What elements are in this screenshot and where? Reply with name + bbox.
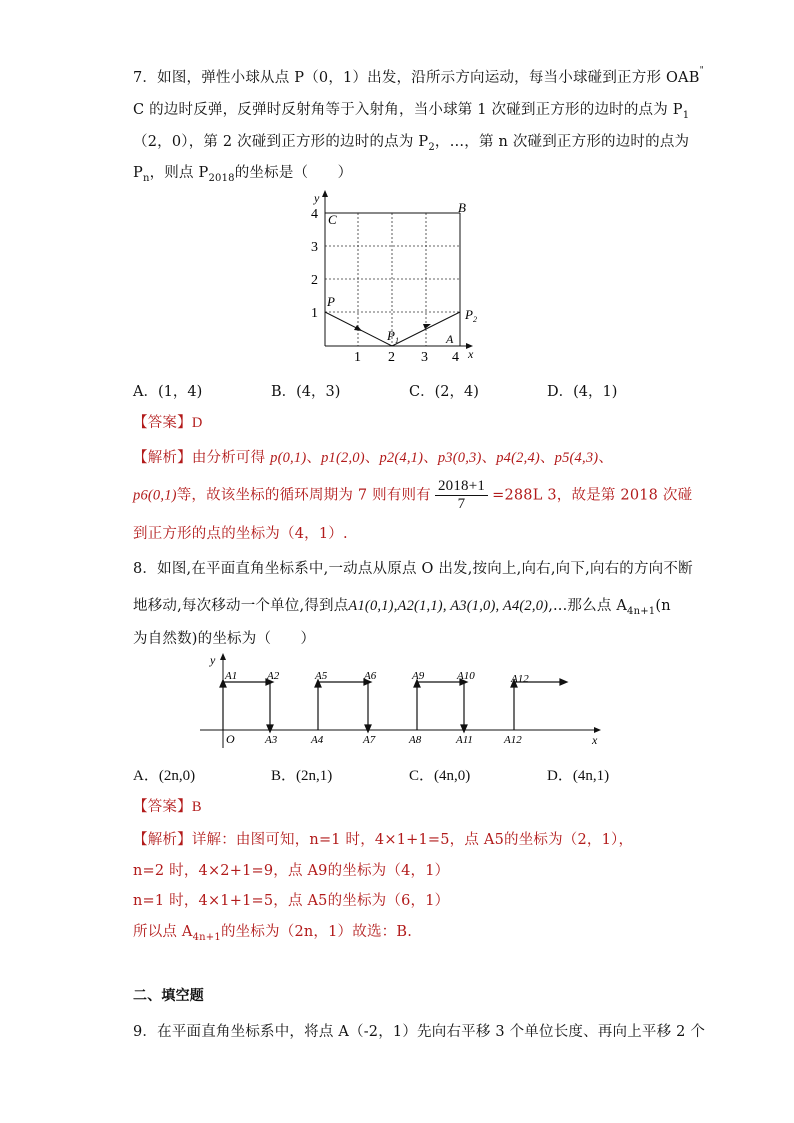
q8-option-b: B．(2n,1) <box>271 768 333 784</box>
q8-label-a11: A11 <box>456 734 473 746</box>
q7-ytick-4: 4 <box>311 207 318 222</box>
q8-axis-x: x <box>592 733 598 747</box>
q7-xtick-3: 3 <box>421 350 428 363</box>
q7-point-p5: p5(4,3) <box>554 450 599 466</box>
q8-label-a12-top: A12 <box>511 673 529 685</box>
q8-label-a4: A4 <box>311 734 324 746</box>
q8-label-a10: A10 <box>457 670 475 682</box>
q7-ytick-2: 2 <box>311 273 318 288</box>
q7-ytick-3: 3 <box>311 240 318 255</box>
q8-option-d: D．(4n,1) <box>547 768 610 784</box>
q7-figure <box>300 188 500 363</box>
q8-label-a3: A3 <box>265 734 278 746</box>
q7-fraction: $\frac{2018+1}{7}$ <box>435 478 488 513</box>
q7-line1: 7．如图，弹性小球从点 P（0，1）出发，沿所示方向运动，每当小球碰到正方形 OAB" <box>133 66 704 86</box>
q7-axis-y: y <box>314 191 320 205</box>
q7-xtick-4: 4 <box>452 350 459 363</box>
q8-label-a1: A1 <box>225 670 238 682</box>
q8-origin: O <box>226 732 235 746</box>
q8-option-a: A．(2n,0) <box>133 768 196 784</box>
q7-xtick-2: 2 <box>388 350 395 363</box>
q8-path <box>220 679 567 732</box>
q7-option-b: B．(4，3) <box>271 384 341 400</box>
q7-point-p4: p4(2,4) <box>496 450 540 466</box>
q7-answer: 【答案】D <box>133 415 203 431</box>
q8-option-c: C．(4n,0) <box>409 768 471 784</box>
q8-line1: 8．如图,在平面直角坐标系中,一动点从原点 O 出发,按向上,向右,向下,向右的方向不断 <box>133 561 693 577</box>
q7-label-B: B <box>458 200 466 215</box>
q7-point-p1: p1(2,0) <box>321 450 365 466</box>
q8-label-a12: A12 <box>504 734 522 746</box>
q7-point-p3: p3(0,3) <box>437 450 482 466</box>
q8-analysis-line4: 所以点 $A_{4n+1}$的坐标为（2n，1）故选：B. <box>133 924 413 943</box>
q8-line2: 地移动,每次移动一个单位,得到点A1(0,1),A2(1,1), A3(1,0), A4(2,0),...那么点 $A_{4n+1}(n$ <box>133 598 671 617</box>
q7-point-p: p(0,1) <box>270 450 307 466</box>
q7-label-P1: $P_1$ <box>387 328 399 345</box>
q7-line3: （2，0），第 2 次碰到正方形的边时的点为 $P_2$，…，第 n 次碰到正方形的边时的点为 <box>133 134 690 153</box>
q8-analysis-line2: n=2 时，4×2+1=9，点 A9的坐标为（4，1） <box>133 863 450 879</box>
q7-line2: C 的边时反弹，反弹时反射角等于入射角，当小球第 1 次碰到正方形的边时的点为 $P_1$ <box>133 102 690 121</box>
q8-label-a9: A9 <box>412 670 425 682</box>
q8-analysis-line3: n=1 时，4×1+1=5，点 A5的坐标为（6，1） <box>133 893 450 909</box>
q7-option-a: A．(1，4) <box>133 384 203 400</box>
section-title: 二、填空题 <box>133 988 204 1004</box>
q8-label-a6: A6 <box>364 670 377 682</box>
q7-label-P: P <box>327 294 335 309</box>
q7-axis-x: x <box>468 347 474 361</box>
q7-label-P2: $P_2$ <box>465 307 477 324</box>
q7-option-d: D．(4，1) <box>547 384 618 400</box>
q7-analysis-line2: p6(0,1)等，故该坐标的循环周期为 7 则有则有 $\frac{2018+1}{7}$ =288L 3，故是第 2018 次碰 <box>133 478 693 512</box>
q8-answer: 【答案】B <box>133 799 202 815</box>
q8-axis-y: y <box>210 653 216 667</box>
q7-y-arrow <box>322 190 328 197</box>
q8-line3: 为自然数)的坐标为（ ） <box>133 631 316 647</box>
q7-analysis-line3: 到正方形的点的坐标为（4，1）. <box>133 526 348 542</box>
q7-label-C: C <box>328 212 337 227</box>
q7-option-c: C．(2，4) <box>409 384 479 400</box>
q8-label-a5: A5 <box>315 670 328 682</box>
q8-label-a2: A2 <box>267 670 280 682</box>
q7-point-p2: p2(4,1) <box>379 450 424 466</box>
q7-label-A: A <box>446 332 454 346</box>
q9-line1: 9．在平面直角坐标系中，将点 A（-2，1）先向右平移 3 个单位长度、再向上平移 2 个 <box>133 1024 706 1040</box>
q7-ytick-1: 1 <box>311 306 318 321</box>
q8-label-a8: A8 <box>409 734 422 746</box>
q7-analysis-line1: 【解析】由分析可得 p(0,1)、p1(2,0)、p2(4,1)、p3(0,3)、p4(2,4)、p5(4,3)、 <box>133 450 614 466</box>
q8-label-a7: A7 <box>363 734 376 746</box>
q8-analysis-line1: 【解析】详解：由图可知，n=1 时，4×1+1=5，点 A5的坐标为（2，1）， <box>133 832 634 848</box>
q7-xtick-1: 1 <box>354 350 361 363</box>
q7-line4: $P_n$，则点 $P_{2018}$的坐标是（ ） <box>133 165 353 184</box>
q8-figure <box>200 650 610 750</box>
